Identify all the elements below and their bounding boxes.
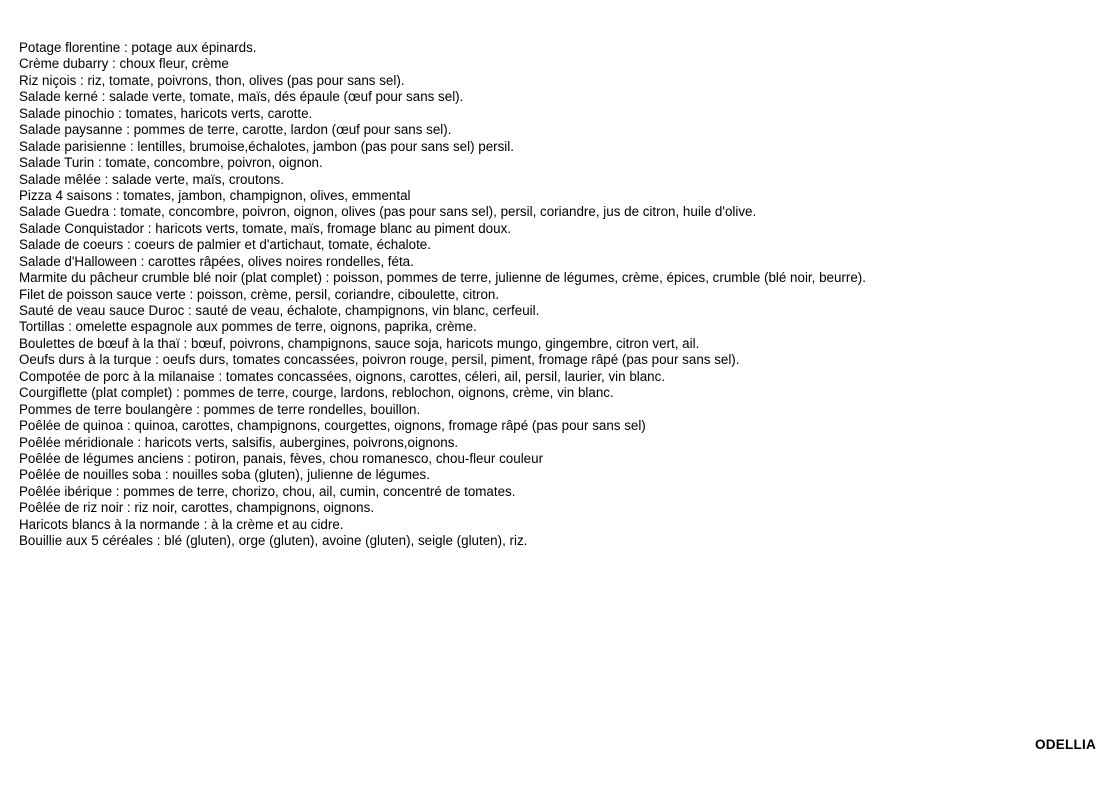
menu-line: Pommes de terre boulangère : pommes de terre rondelles, bouillon. (19, 401, 421, 417)
menu-line: Sauté de veau sauce Duroc : sauté de veau, échalote, champignons, vin blanc, cerfeuil. (19, 303, 540, 318)
menu-line: Salade de coeurs : coeurs de palmier et d'artichaut, tomate, échalote. (19, 237, 431, 253)
menu-line: Poêlée de riz noir : riz noir, carottes, champignons, oignons. (19, 500, 375, 516)
menu-line: Compotée de porc à la milanaise : tomates concassées, oignons, carottes, céleri, ail, persil, laurier, vin blanc. (19, 368, 666, 384)
menu-line: Tortillas : omelette espagnole aux pommes de terre, oignons, paprika, crème. (19, 319, 477, 335)
menu-line: Pizza 4 saisons : tomates, jambon, champignon, olives, emmental (19, 187, 411, 203)
menu-line: Crème dubarry : choux fleur, crème (19, 56, 229, 72)
menu-line: Filet de poisson sauce verte : poisson, crème, persil, coriandre, ciboulette, citron. (19, 286, 500, 302)
menu-line: Salade mêlée : salade verte, maïs, croutons. (19, 171, 284, 187)
menu-line: Salade d'Halloween : carottes râpées, olives noires rondelles, féta. (19, 253, 414, 269)
menu-line: Salade kerné : salade verte, tomate, maïs, dés épaule (œuf pour sans sel). (19, 89, 464, 105)
menu-line: Poêlée de légumes anciens : potiron, panais, fèves, chou romanesco, chou-fleur couleur (19, 450, 544, 466)
menu-description-list (19, 40, 866, 550)
menu-line: Salade parisienne : lentilles, brumoise,échalotes, jambon (pas pour sans sel) persil. (19, 138, 514, 154)
footer-brand-text: ODELLIA (1034, 737, 1096, 752)
menu-line: Salade Guedra : tomate, concombre, poivron, oignon, olives (pas pour sans sel), persil, coriandre, jus de citron, huile d'olive. (19, 204, 757, 220)
menu-line: Poêlée de nouilles soba : nouilles soba (gluten), julienne de légumes. (19, 467, 430, 483)
menu-line: Marmite du pâcheur crumble blé noir (plat complet) : poisson, pommes de terre, julienne de légumes, crème, épices, crumble (blé noir, beurre). (19, 270, 866, 286)
menu-line: Courgiflette (plat complet) : pommes de terre, courge, lardons, reblochon, oignons, crème, vin blanc. (19, 385, 614, 401)
menu-line: Salade pinochio : tomates, haricots verts, carotte. (19, 105, 313, 121)
menu-line: Riz niçois : riz, tomate, poivrons, thon, olives (pas pour sans sel). (19, 72, 405, 88)
menu-line: Poêlée méridionale : haricots verts, salsifis, aubergines, poivrons,oignons. (19, 434, 459, 450)
menu-line: Salade Turin : tomate, concombre, poivron, oignon. (19, 155, 323, 171)
menu-line: Salade Conquistador : haricots verts, tomate, maïs, fromage blanc au piment doux. (19, 220, 511, 236)
menu-line: Poêlée ibérique : pommes de terre, chorizo, chou, ail, cumin, concentré de tomates. (19, 483, 516, 499)
menu-line: Salade paysanne : pommes de terre, carotte, lardon (œuf pour sans sel). (19, 122, 452, 138)
menu-line: Poêlée de quinoa : quinoa, carottes, champignons, courgettes, oignons, fromage râpé (pas pour sans sel) (19, 418, 646, 434)
menu-line: Haricots blancs à la normande : à la crème et au cidre. (19, 516, 344, 532)
menu-line: Potage florentine : potage aux épinards. (19, 40, 257, 55)
menu-line: Oeufs durs à la turque : oeufs durs, tomates concassées, poivron rouge, persil, piment, fromage râpé (pas pour sans sel). (19, 352, 740, 368)
menu-line: Boulettes de bœuf à la thaï : bœuf, poivrons, champignons, sauce soja, haricots mungo, gingembre, citron vert, ail. (19, 335, 700, 351)
menu-line: Bouillie aux 5 céréales : blé (gluten), orge (gluten), avoine (gluten), seigle (gluten), riz. (19, 533, 528, 549)
